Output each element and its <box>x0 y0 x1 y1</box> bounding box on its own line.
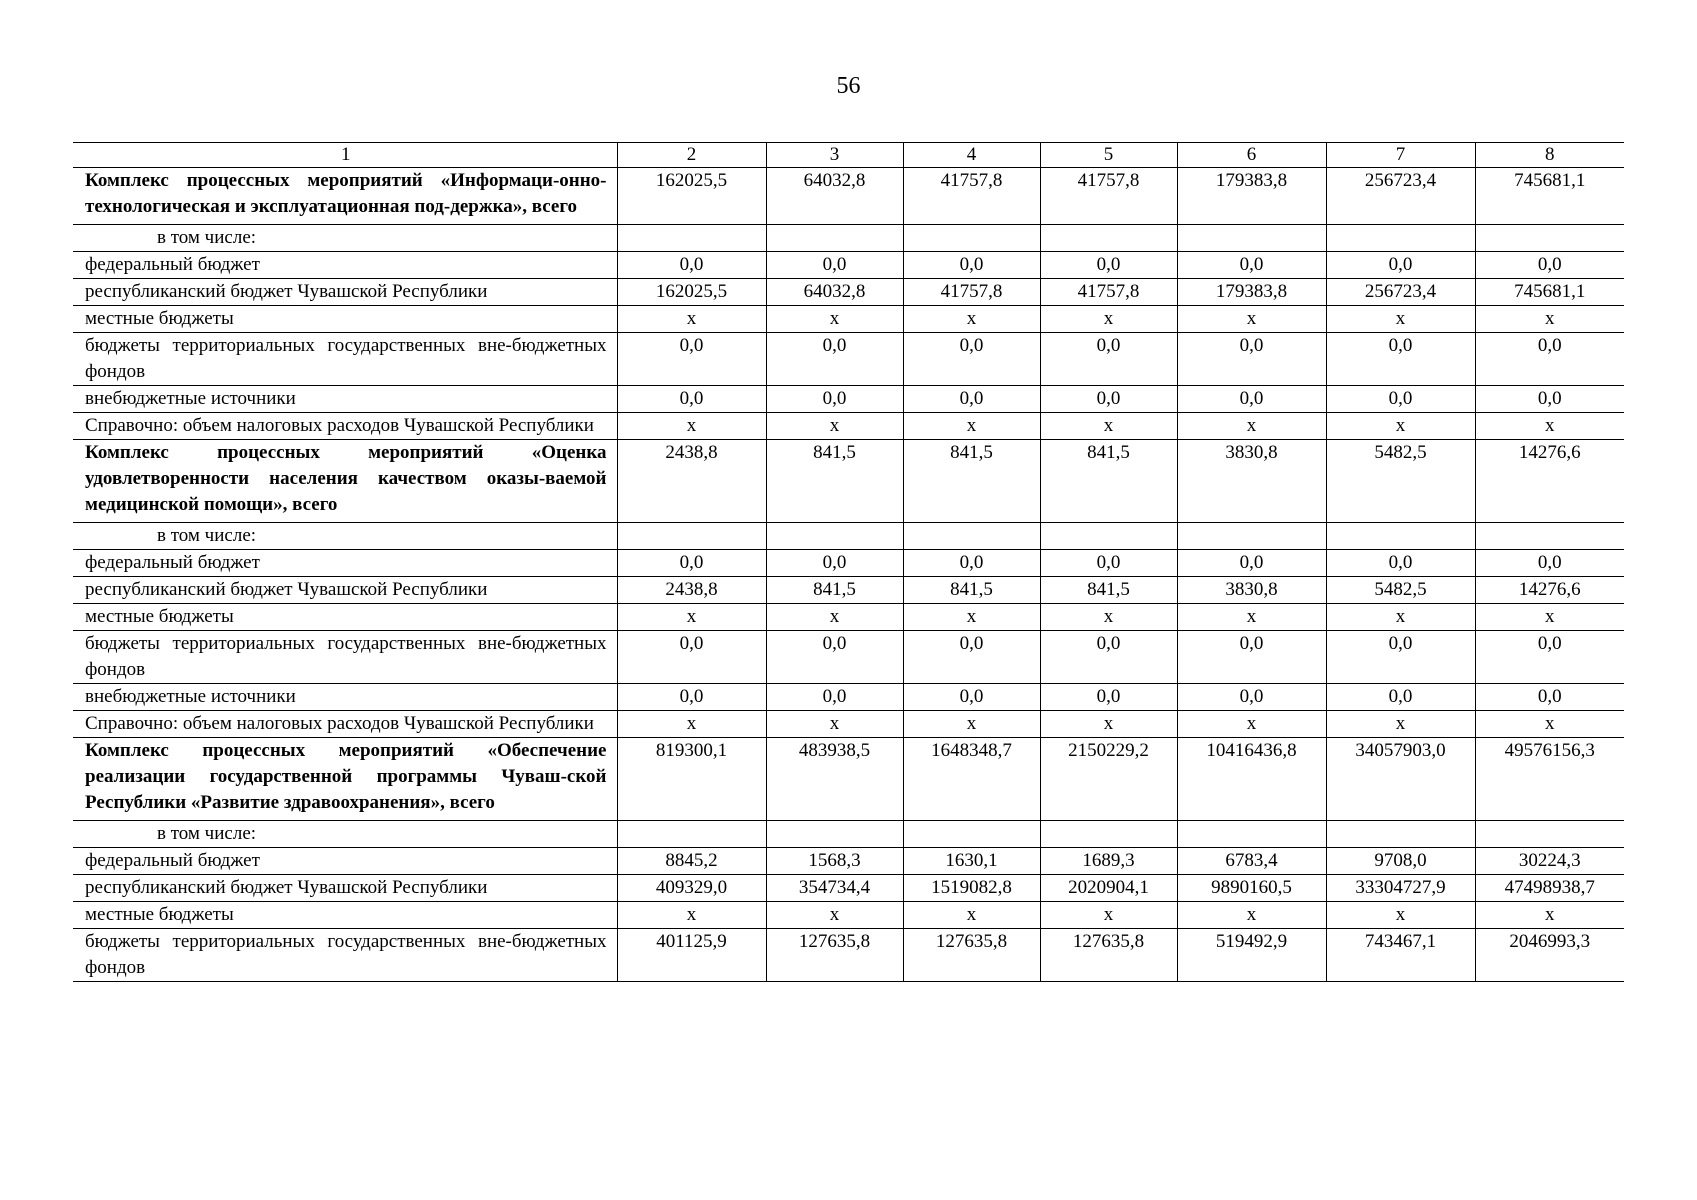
value-cell: 483938,5 <box>766 738 903 821</box>
value-cell: 49576156,3 <box>1475 738 1624 821</box>
column-number-header: 2 <box>617 143 766 168</box>
value-cell <box>1326 523 1475 550</box>
value-cell: 30224,3 <box>1475 848 1624 875</box>
value-cell: х <box>1326 604 1475 631</box>
value-cell: 743467,1 <box>1326 929 1475 982</box>
value-cell: 2438,8 <box>617 440 766 523</box>
row-label: местные бюджеты <box>73 902 617 929</box>
value-cell: 1519082,8 <box>903 875 1040 902</box>
value-cell: х <box>1177 604 1326 631</box>
value-cell: 0,0 <box>1177 550 1326 577</box>
row-label: республиканский бюджет Чувашской Республики <box>73 875 617 902</box>
value-cell: 0,0 <box>1040 252 1177 279</box>
value-cell: х <box>1475 711 1624 738</box>
row-label: бюджеты территориальных государственных вне-бюджетных фондов <box>73 333 617 386</box>
value-cell: 519492,9 <box>1177 929 1326 982</box>
table-row <box>73 386 1624 413</box>
value-cell: 1689,3 <box>1040 848 1177 875</box>
table-row <box>73 631 1624 684</box>
value-cell: 41757,8 <box>1040 168 1177 225</box>
column-number-header: 8 <box>1475 143 1624 168</box>
value-cell: 0,0 <box>1040 550 1177 577</box>
value-cell: 5482,5 <box>1326 440 1475 523</box>
value-cell <box>617 225 766 252</box>
value-cell: 9890160,5 <box>1177 875 1326 902</box>
table-total-row <box>73 168 1624 225</box>
table-row <box>73 413 1624 440</box>
value-cell <box>1177 225 1326 252</box>
value-cell: х <box>1326 902 1475 929</box>
value-cell: 2046993,3 <box>1475 929 1624 982</box>
value-cell: 127635,8 <box>766 929 903 982</box>
value-cell: 41757,8 <box>903 168 1040 225</box>
value-cell: 0,0 <box>1177 333 1326 386</box>
value-cell: х <box>1040 604 1177 631</box>
value-cell: 0,0 <box>903 333 1040 386</box>
value-cell: 841,5 <box>766 577 903 604</box>
value-cell: х <box>766 604 903 631</box>
value-cell: х <box>903 902 1040 929</box>
value-cell: 256723,4 <box>1326 168 1475 225</box>
value-cell: 841,5 <box>1040 440 1177 523</box>
value-cell: 127635,8 <box>903 929 1040 982</box>
value-cell: х <box>617 902 766 929</box>
value-cell: 3830,8 <box>1177 577 1326 604</box>
value-cell: х <box>903 306 1040 333</box>
value-cell: 0,0 <box>1326 333 1475 386</box>
budget-table <box>73 142 1624 982</box>
table-row <box>73 306 1624 333</box>
value-cell: х <box>617 413 766 440</box>
value-cell: 14276,6 <box>1475 440 1624 523</box>
value-cell: 0,0 <box>903 386 1040 413</box>
column-number-header: 3 <box>766 143 903 168</box>
value-cell: 9708,0 <box>1326 848 1475 875</box>
value-cell: х <box>1475 413 1624 440</box>
column-number-header: 1 <box>73 143 617 168</box>
value-cell <box>617 821 766 848</box>
value-cell: 0,0 <box>1326 631 1475 684</box>
value-cell: 354734,4 <box>766 875 903 902</box>
value-cell: 5482,5 <box>1326 577 1475 604</box>
row-label: внебюджетные источники <box>73 684 617 711</box>
value-cell: 1648348,7 <box>903 738 1040 821</box>
value-cell: 0,0 <box>1475 550 1624 577</box>
value-cell: 14276,6 <box>1475 577 1624 604</box>
value-cell: 0,0 <box>617 252 766 279</box>
page-number: 56 <box>836 73 861 99</box>
value-cell: 0,0 <box>1475 333 1624 386</box>
row-label: республиканский бюджет Чувашской Республики <box>73 279 617 306</box>
value-cell: 0,0 <box>617 550 766 577</box>
column-number-header: 7 <box>1326 143 1475 168</box>
value-cell <box>766 523 903 550</box>
value-cell <box>1475 821 1624 848</box>
value-cell: х <box>1475 604 1624 631</box>
value-cell: х <box>1475 306 1624 333</box>
column-number-header: 5 <box>1040 143 1177 168</box>
value-cell: 841,5 <box>903 440 1040 523</box>
value-cell: 0,0 <box>1040 631 1177 684</box>
row-label: местные бюджеты <box>73 306 617 333</box>
table-total-row <box>73 738 1624 821</box>
value-cell: х <box>1326 711 1475 738</box>
value-cell: 179383,8 <box>1177 279 1326 306</box>
value-cell: 0,0 <box>766 550 903 577</box>
column-number-header: 4 <box>903 143 1040 168</box>
value-cell: 2020904,1 <box>1040 875 1177 902</box>
row-label: республиканский бюджет Чувашской Республики <box>73 577 617 604</box>
value-cell: 179383,8 <box>1177 168 1326 225</box>
value-cell: 0,0 <box>1475 631 1624 684</box>
value-cell: 0,0 <box>1475 252 1624 279</box>
value-cell: 0,0 <box>903 684 1040 711</box>
value-cell: 0,0 <box>766 252 903 279</box>
table-row <box>73 902 1624 929</box>
value-cell: 0,0 <box>903 550 1040 577</box>
row-label: в том числе: <box>73 821 617 848</box>
table-header-row <box>73 143 1624 168</box>
value-cell <box>903 523 1040 550</box>
value-cell: 0,0 <box>1177 631 1326 684</box>
value-cell: х <box>1040 306 1177 333</box>
row-label: Справочно: объем налоговых расходов Чувашской Республики <box>73 711 617 738</box>
row-label: Комплекс процессных мероприятий «Обеспечение реализации государственной программы Чуваш-ской Республики «Развитие здравоохранения», всего <box>73 738 617 821</box>
value-cell: 841,5 <box>903 577 1040 604</box>
value-cell: х <box>1475 902 1624 929</box>
value-cell <box>1040 821 1177 848</box>
value-cell: 409329,0 <box>617 875 766 902</box>
value-cell: 2438,8 <box>617 577 766 604</box>
value-cell: 0,0 <box>903 631 1040 684</box>
table-row <box>73 875 1624 902</box>
value-cell: 3830,8 <box>1177 440 1326 523</box>
value-cell <box>766 821 903 848</box>
row-label: бюджеты территориальных государственных вне-бюджетных фондов <box>73 631 617 684</box>
value-cell: х <box>1177 413 1326 440</box>
value-cell: 2150229,2 <box>1040 738 1177 821</box>
row-label: внебюджетные источники <box>73 386 617 413</box>
value-cell: 0,0 <box>903 252 1040 279</box>
value-cell: 162025,5 <box>617 168 766 225</box>
value-cell: 401125,9 <box>617 929 766 982</box>
value-cell <box>1475 523 1624 550</box>
value-cell: 0,0 <box>1475 684 1624 711</box>
value-cell: 0,0 <box>1326 550 1475 577</box>
table-row <box>73 550 1624 577</box>
row-label: Справочно: объем налоговых расходов Чувашской Республики <box>73 413 617 440</box>
value-cell: 8845,2 <box>617 848 766 875</box>
value-cell <box>903 225 1040 252</box>
value-cell: 162025,5 <box>617 279 766 306</box>
value-cell: 0,0 <box>617 684 766 711</box>
value-cell: 0,0 <box>1040 333 1177 386</box>
value-cell: х <box>1040 711 1177 738</box>
value-cell: 0,0 <box>1040 684 1177 711</box>
value-cell: 10416436,8 <box>1177 738 1326 821</box>
row-label: федеральный бюджет <box>73 848 617 875</box>
row-label: местные бюджеты <box>73 604 617 631</box>
value-cell: 0,0 <box>766 333 903 386</box>
value-cell <box>1040 523 1177 550</box>
value-cell <box>1326 225 1475 252</box>
value-cell: х <box>1177 711 1326 738</box>
value-cell: х <box>1177 902 1326 929</box>
value-cell: х <box>766 306 903 333</box>
value-cell <box>1475 225 1624 252</box>
value-cell: 0,0 <box>1326 252 1475 279</box>
row-label: бюджеты территориальных государственных вне-бюджетных фондов <box>73 929 617 982</box>
value-cell: 0,0 <box>1177 684 1326 711</box>
column-number-header: 6 <box>1177 143 1326 168</box>
value-cell: 841,5 <box>1040 577 1177 604</box>
value-cell <box>903 821 1040 848</box>
table-subhead-row <box>73 225 1624 252</box>
value-cell: 41757,8 <box>903 279 1040 306</box>
value-cell: х <box>766 413 903 440</box>
table-subhead-row <box>73 523 1624 550</box>
value-cell: х <box>903 413 1040 440</box>
value-cell: 0,0 <box>617 631 766 684</box>
row-label: Комплекс процессных мероприятий «Оценка удовлетворенности населения качеством оказы-ваемой медицинской помощи», всего <box>73 440 617 523</box>
value-cell: х <box>617 306 766 333</box>
table-row <box>73 577 1624 604</box>
value-cell: х <box>766 902 903 929</box>
value-cell: х <box>1326 413 1475 440</box>
value-cell: 64032,8 <box>766 168 903 225</box>
value-cell <box>1326 821 1475 848</box>
value-cell: х <box>903 604 1040 631</box>
row-label: Комплекс процессных мероприятий «Информаци-онно-технологическая и эксплуатационная под-держка», всего <box>73 168 617 225</box>
table-row <box>73 711 1624 738</box>
value-cell: 34057903,0 <box>1326 738 1475 821</box>
value-cell: х <box>1326 306 1475 333</box>
value-cell: 127635,8 <box>1040 929 1177 982</box>
table-row <box>73 929 1624 982</box>
value-cell: 6783,4 <box>1177 848 1326 875</box>
value-cell: 0,0 <box>766 386 903 413</box>
value-cell: х <box>617 711 766 738</box>
value-cell: 0,0 <box>1326 386 1475 413</box>
value-cell: х <box>1177 306 1326 333</box>
value-cell: 819300,1 <box>617 738 766 821</box>
value-cell: х <box>1040 902 1177 929</box>
value-cell <box>1040 225 1177 252</box>
value-cell: 0,0 <box>1177 252 1326 279</box>
value-cell: 0,0 <box>1177 386 1326 413</box>
value-cell: 1630,1 <box>903 848 1040 875</box>
value-cell: х <box>617 604 766 631</box>
value-cell: 745681,1 <box>1475 168 1624 225</box>
table-row <box>73 252 1624 279</box>
value-cell: 33304727,9 <box>1326 875 1475 902</box>
value-cell: 1568,3 <box>766 848 903 875</box>
value-cell: 41757,8 <box>1040 279 1177 306</box>
value-cell: 256723,4 <box>1326 279 1475 306</box>
value-cell: 841,5 <box>766 440 903 523</box>
value-cell: 0,0 <box>617 333 766 386</box>
value-cell <box>1177 523 1326 550</box>
table-row <box>73 604 1624 631</box>
value-cell: х <box>766 711 903 738</box>
table-subhead-row <box>73 821 1624 848</box>
table-row <box>73 333 1624 386</box>
value-cell: 0,0 <box>766 684 903 711</box>
value-cell: 47498938,7 <box>1475 875 1624 902</box>
value-cell <box>766 225 903 252</box>
row-label: федеральный бюджет <box>73 550 617 577</box>
value-cell: х <box>903 711 1040 738</box>
value-cell <box>617 523 766 550</box>
value-cell: 0,0 <box>766 631 903 684</box>
row-label: в том числе: <box>73 225 617 252</box>
value-cell <box>1177 821 1326 848</box>
value-cell: 0,0 <box>1040 386 1177 413</box>
table-row <box>73 848 1624 875</box>
row-label: в том числе: <box>73 523 617 550</box>
value-cell: 0,0 <box>617 386 766 413</box>
value-cell: 0,0 <box>1475 386 1624 413</box>
value-cell: 745681,1 <box>1475 279 1624 306</box>
table-row <box>73 684 1624 711</box>
value-cell: х <box>1040 413 1177 440</box>
table-total-row <box>73 440 1624 523</box>
row-label: федеральный бюджет <box>73 252 617 279</box>
table-row <box>73 279 1624 306</box>
value-cell: 0,0 <box>1326 684 1475 711</box>
value-cell: 64032,8 <box>766 279 903 306</box>
